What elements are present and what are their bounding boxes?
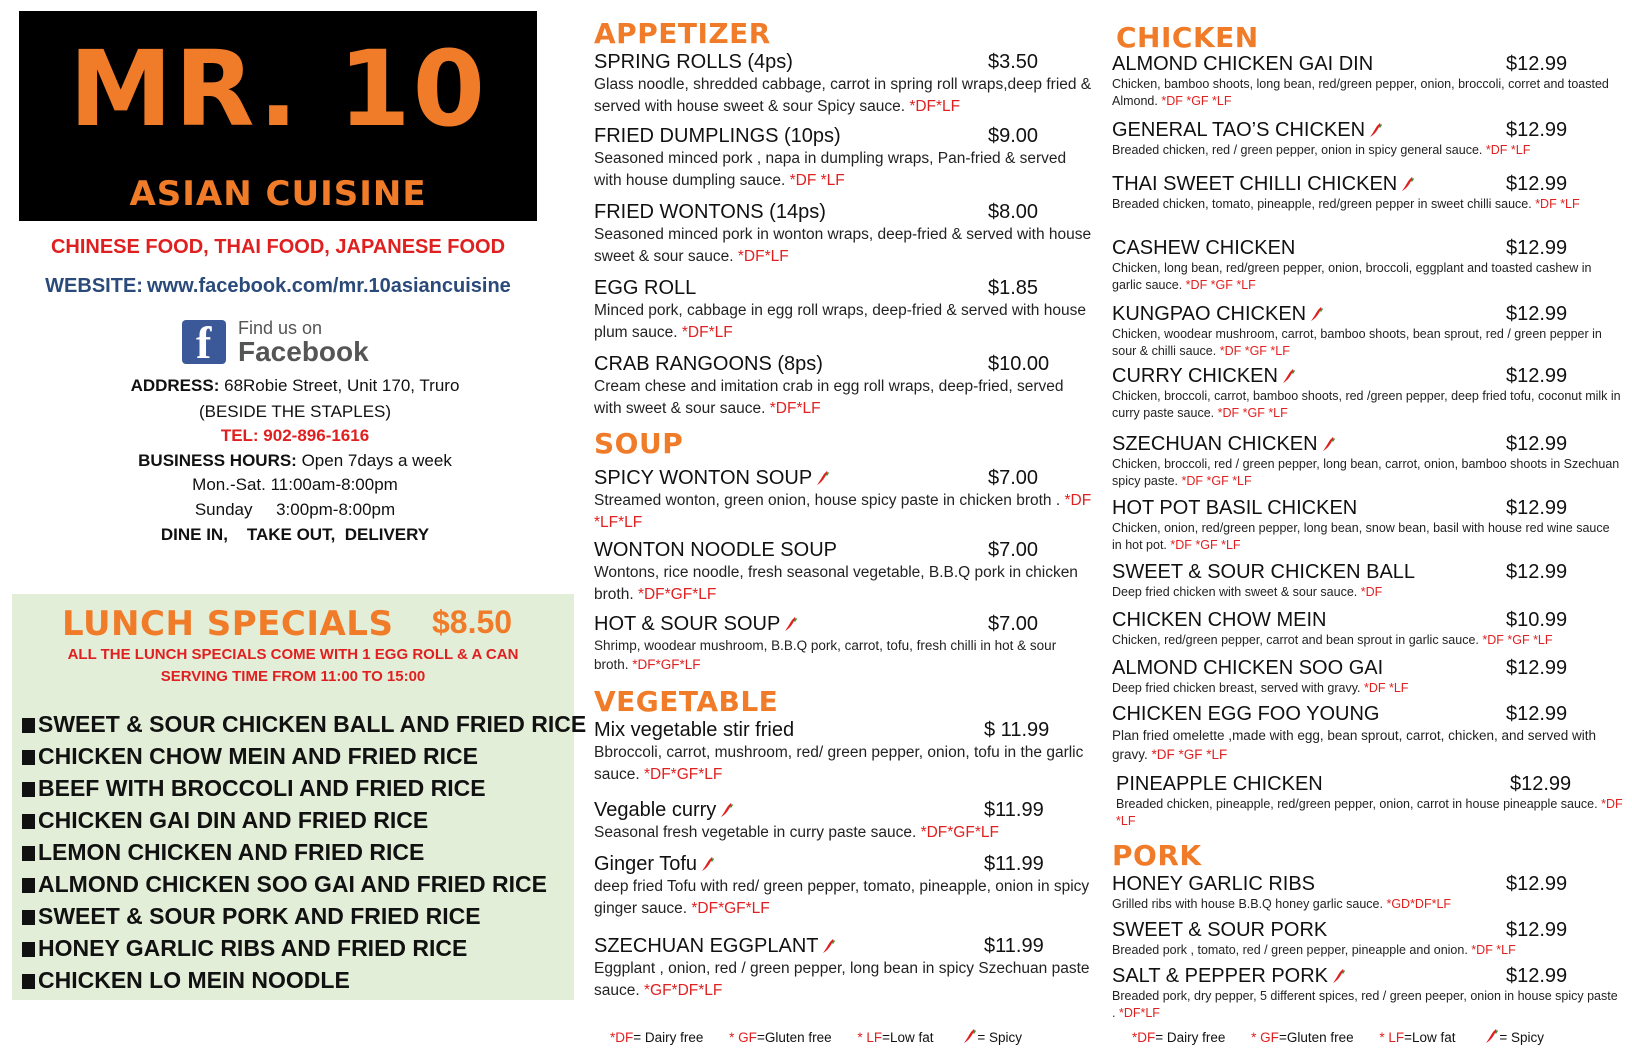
menu-item-name: FRIED DUMPLINGS (10ps): [594, 125, 841, 147]
menu-item-description: Eggplant , onion, red / green pepper, long bean in spicy Szechuan paste sauce. *GF*DF*LF: [594, 960, 1090, 999]
dietary-tags: *DF *GF *LF: [1161, 94, 1232, 108]
menu-item: [1112, 172, 1622, 213]
menu-item-name: SALT & PEPPER PORK: [1112, 964, 1622, 988]
menu-item-price: $12.99: [1506, 119, 1568, 141]
dietary-tags: *DF*LF: [909, 98, 961, 115]
address-line: [0, 376, 590, 396]
menu-item-name: SPICY WONTON SOUP: [594, 466, 1094, 490]
hours-line: [0, 451, 590, 471]
dietary-tags: *DF *GF *LF: [1181, 474, 1252, 488]
lunch-note-1: ALL THE LUNCH SPECIALS COME WITH 1 EGG ROLL & A CAN: [67, 646, 519, 663]
lunch-item: SWEET & SOUR PORK AND FRIED RICE: [22, 900, 586, 932]
menu-item-description: deep fried Tofu with red/ green pepper, tomato, pineapple, onion in spicy ginger sauce. *DF*GF*LF: [594, 878, 1090, 917]
menu-item: [1112, 432, 1622, 490]
menu-item-name: CHICKEN EGG FOO YOUNG: [1112, 703, 1380, 725]
menu-item: [1112, 236, 1622, 294]
menu-item-name: HONEY GARLIC RIBS: [1112, 873, 1316, 895]
menu-item-name: ALMOND CHICKEN SOO GAI: [1112, 657, 1384, 679]
menu-item: [1112, 560, 1622, 601]
menu-item: [594, 852, 1094, 920]
hours-weekday: Mon.-Sat. 11:00am-8:00pm: [192, 475, 398, 494]
menu-item-description: Bbroccoli, carrot, mushroom, red/ green pepper, onion, tofu in the garlic sauce. *DF*GF*LF: [594, 744, 1084, 783]
lunch-item: BEEF WITH BROCCOLI AND FRIED RICE: [22, 772, 586, 804]
section-pork: PORK: [1112, 839, 1202, 872]
chili-pepper-icon: [1485, 1028, 1499, 1044]
menu-item-price: $9.00: [988, 125, 1039, 147]
address-label: ADDRESS:: [130, 376, 220, 395]
menu-item-description: Wontons, rice noodle, fresh seasonal vegetable, B.B.Q pork in chicken broth. *DF*GF*LF: [594, 564, 1078, 603]
menu-item-name: Ginger Tofu: [594, 852, 1094, 876]
menu-item: [594, 50, 1094, 118]
service-options: DINE IN, TAKE OUT, DELIVERY: [160, 525, 430, 544]
dietary-tags: *DF *LF: [1485, 143, 1531, 157]
chili-pepper-icon: [784, 616, 798, 632]
menu-item-name: SZECHUAN CHICKEN: [1112, 432, 1622, 456]
lunch-specials-box: [12, 594, 587, 1000]
dietary-tags: *DF*LF: [737, 248, 789, 265]
menu-item-name: PINEAPPLE CHICKEN: [1116, 773, 1323, 795]
menu-item-description: Chicken, red/green pepper, carrot and bean sprout in garlic sauce. *DF *GF *LF: [1112, 633, 1553, 647]
section-chicken: CHICKEN: [1116, 21, 1259, 54]
lunch-item: CHICKEN GAI DIN AND FRIED RICE: [22, 804, 586, 836]
menu-item-price: $1.85: [988, 277, 1039, 299]
dietary-tags: *DF *GF *LF: [1185, 278, 1256, 292]
menu-item-name: Vegable curry: [594, 798, 1094, 822]
menu-item-price: $7.00: [988, 467, 1039, 489]
menu-item-description: Cream chese and imitation crab in egg roll wraps, deep-fried, served with sweet & sour sauce. *DF*LF: [594, 378, 1064, 417]
menu-item-price: $ 11.99: [984, 719, 1050, 741]
lunch-specials-price: $8.50: [432, 604, 513, 640]
menu-item-description: Breaded chicken, pineapple, red/green pepper, onion, carrot in house pineapple sauce. *DF *LF: [1116, 797, 1623, 828]
menu-item-description: Streamed wonton, green onion, house spicy paste in chicken broth . *DF *LF*LF: [594, 492, 1092, 531]
menu-item: [1112, 608, 1622, 649]
menu-item: [594, 934, 1094, 1002]
dietary-tags: *DF*GF*LF: [632, 657, 701, 672]
menu-item-name: ALMOND CHICKEN GAI DIN: [1112, 53, 1374, 75]
cuisines-text: CHINESE FOOD, THAI FOOD, JAPANESE FOOD: [50, 236, 506, 258]
chili-pepper-icon: [701, 856, 715, 872]
menu-item-price: $12.99: [1506, 873, 1568, 895]
menu-item-description: Breaded pork , tomato, red / green pepper, pineapple and onion. *DF *LF: [1112, 943, 1516, 957]
menu-item: [1112, 496, 1622, 554]
menu-item-description: Seasonal fresh vegetable in curry paste sauce. *DF*GF*LF: [594, 824, 999, 841]
menu-item-price: $12.99: [1506, 703, 1568, 725]
dietary-tags: *DF *GF *LF: [1151, 747, 1228, 762]
menu-item-name: KUNGPAO CHICKEN: [1112, 302, 1622, 326]
menu-item-description: Breaded pork, dry pepper, 5 different spices, red / green peeper, onion in house spicy paste . *DF*LF: [1112, 989, 1618, 1020]
hours-text: Open 7days a week: [301, 451, 452, 470]
menu-item: [594, 538, 1094, 606]
website-label: WEBSITE:: [45, 275, 143, 297]
menu-item-price: $12.99: [1506, 53, 1568, 75]
menu-item-name: Mix vegetable stir fried: [594, 719, 795, 741]
dietary-tags: *GF*DF*LF: [643, 982, 723, 999]
menu-item-description: Seasoned minced pork in wonton wraps, deep-fried & served with house sweet & sour sauce. *DF*LF: [594, 226, 1092, 265]
menu-item-price: $11.99: [984, 853, 1044, 875]
menu-item-description: Seasoned minced pork , napa in dumpling wraps, Pan-fried & served with house dumpling sauce. *DF *LF: [594, 150, 1067, 189]
dietary-tags: *DF *GF *LF: [1219, 344, 1290, 358]
dietary-tags: *DF*LF: [681, 324, 733, 341]
menu-item-price: $11.99: [984, 799, 1044, 821]
chili-pepper-icon: [720, 802, 734, 818]
menu-item: [594, 200, 1094, 268]
section-soup: SOUP: [594, 427, 684, 460]
menu-item: [1112, 872, 1622, 913]
dietary-tags: *DF *LF: [1535, 197, 1580, 211]
menu-item-description: Breaded chicken, tomato, pineapple, red/green pepper in sweet chilli sauce. *DF *LF: [1112, 197, 1580, 211]
menu-item-name: CRAB RANGOONS (8ps): [594, 353, 823, 375]
menu-item-price: $8.00: [988, 201, 1039, 223]
menu-item: [594, 798, 1094, 844]
dietary-tags: *DF*LF: [769, 400, 821, 417]
menu-item: [1112, 964, 1622, 1022]
menu-item-description: Chicken, woodear mushroom, carrot, bamboo shoots, bean sprout, red / green pepper in sour & chilli sauce. *DF *GF *LF: [1112, 327, 1602, 358]
dietary-tags: *DF *LF: [789, 172, 845, 189]
menu-item-price: $10.99: [1506, 609, 1568, 631]
lunch-item: LEMON CHICKEN AND FRIED RICE: [22, 836, 586, 868]
chili-pepper-icon: [963, 1028, 977, 1044]
menu-item-description: Chicken, broccoli, carrot, bamboo shoots, red /green pepper, deep fried tofu, coconut milk in curry paste sauce. *DF *GF *LF: [1112, 389, 1621, 420]
section-appetizer: APPETIZER: [594, 17, 771, 50]
menu-item-name: WONTON NOODLE SOUP: [594, 539, 837, 561]
menu-item: [1112, 52, 1622, 110]
menu-item: [594, 352, 1094, 420]
lunch-specials-list: [22, 708, 586, 996]
menu-item-price: $12.99: [1506, 365, 1568, 387]
facebook-name-text: Facebook: [238, 336, 369, 367]
logo-title: MR. 10: [69, 28, 487, 150]
menu-item-price: $12.99: [1506, 303, 1568, 325]
menu-item-price: $7.00: [988, 613, 1039, 635]
menu-item-name: SPRING ROLLS (4ps): [594, 51, 793, 73]
dietary-tags: *DF*GF*LF: [643, 766, 723, 783]
menu-item: [594, 718, 1094, 786]
dietary-tags: *DF*GF*LF: [637, 586, 717, 603]
dietary-tags: *DF*GF*LF: [920, 824, 999, 841]
menu-item: [1112, 364, 1622, 422]
menu-item: [1112, 702, 1622, 764]
section-vegetable: VEGETABLE: [594, 685, 779, 718]
dietary-tags: *DF*LF: [1118, 1006, 1160, 1020]
lunch-item: SWEET & SOUR CHICKEN BALL AND FRIED RICE: [22, 708, 586, 740]
menu-item-description: Minced pork, cabbage in egg roll wraps, deep-fried & served with house plum sauce. *DF*LF: [594, 302, 1086, 341]
menu-item-description: Breaded chicken, red / green pepper, onion in spicy general sauce. *DF *LF: [1112, 143, 1531, 157]
dietary-tags: *DF *GF *LF: [1170, 538, 1241, 552]
website-link[interactable]: www.facebook.com/mr.10asiancuisine: [146, 275, 511, 297]
logo-banner: [19, 11, 537, 221]
menu-item-price: $12.99: [1506, 497, 1568, 519]
menu-item: [1116, 772, 1626, 830]
lunch-item: CHICKEN LO MEIN NOODLE: [22, 964, 586, 996]
lunch-specials-title: LUNCH SPECIALS: [62, 604, 394, 644]
dietary-tags: *DF: [1360, 585, 1383, 599]
menu-item: [594, 276, 1094, 344]
address-note: (BESIDE THE STAPLES): [198, 402, 392, 421]
chili-pepper-icon: [816, 470, 830, 486]
dietary-tags: *GD*DF*LF: [1386, 897, 1452, 911]
menu-item-price: $12.99: [1506, 919, 1568, 941]
lunch-item: CHICKEN CHOW MEIN AND FRIED RICE: [22, 740, 586, 772]
chili-pepper-icon: [1369, 122, 1383, 138]
menu-item-price: $11.99: [984, 935, 1044, 957]
menu-item-price: $12.99: [1506, 173, 1568, 195]
dietary-tags: *DF *LF*LF: [594, 492, 1092, 531]
menu-item: [594, 124, 1094, 192]
menu-item-description: Chicken, bamboo shoots, long bean, red/green pepper, onion, broccoli, corret and toasted Almond. *DF *GF *LF: [1112, 77, 1609, 108]
telephone: TEL: 902-896-1616: [220, 426, 370, 445]
menu-item: [1112, 302, 1622, 360]
menu-item: [594, 466, 1094, 534]
dietary-tags: *DF *LF: [1116, 797, 1623, 828]
menu-item-name: HOT & SOUR SOUP: [594, 612, 1094, 636]
menu-item-name: HOT POT BASIL CHICKEN: [1112, 497, 1358, 519]
dietary-tags: *DF *GF *LF: [1482, 633, 1553, 647]
chili-pepper-icon: [1332, 968, 1346, 984]
menu-item-description: Shrimp, woodear mushroom, B.B.Q pork, carrot, tofu, fresh chilli in hot & sour broth. *DF*GF*LF: [594, 638, 1057, 672]
menu-item-name: EGG ROLL: [594, 277, 697, 299]
address-text: 68Robie Street, Unit 170, Truro: [224, 376, 460, 395]
menu-item: [1112, 918, 1622, 959]
chili-pepper-icon: [822, 938, 836, 954]
hours-sunday: Sunday 3:00pm-8:00pm: [194, 500, 396, 519]
menu-item-name: SWEET & SOUR CHICKEN BALL: [1112, 561, 1416, 583]
menu-item: [1112, 656, 1622, 697]
menu-item-name: SZECHUAN EGGPLANT: [594, 934, 1094, 958]
dietary-tags: *DF *GF *LF: [1217, 406, 1288, 420]
lunch-item: ALMOND CHICKEN SOO GAI AND FRIED RICE: [22, 868, 586, 900]
legend-middle: *DF= Dairy free * GF=Gluten free * LF=Low fat = Spicy: [610, 1030, 1022, 1045]
chili-pepper-icon: [1310, 306, 1324, 322]
menu-item-price: $12.99: [1506, 657, 1568, 679]
lunch-note-2: SERVING TIME FROM 11:00 TO 15:00: [160, 668, 426, 685]
dietary-tags: *DF *LF: [1363, 681, 1409, 695]
menu-item-price: $12.99: [1506, 433, 1568, 455]
menu-item-price: $12.99: [1506, 237, 1568, 259]
menu-item-name: SWEET & SOUR PORK: [1112, 919, 1328, 941]
dietary-tags: *DF *LF: [1471, 943, 1516, 957]
menu-item-description: Deep fried chicken with sweet & sour sauce. *DF: [1112, 585, 1383, 599]
menu-item-name: FRIED WONTONS (14ps): [594, 201, 826, 223]
menu-item-description: Chicken, onion, red/green pepper, long bean, snow bean, basil with house red wine sauce in hot pot. *DF *GF *LF: [1112, 521, 1610, 552]
lunch-item: HONEY GARLIC RIBS AND FRIED RICE: [22, 932, 586, 964]
menu-item-name: THAI SWEET CHILLI CHICKEN: [1112, 172, 1622, 196]
menu-item-description: Plan fried omelette ,made with egg, bean sprout, carrot, chicken, and served with gravy. *DF *GF *LF: [1112, 728, 1597, 762]
menu-item-description: Chicken, broccoli, red / green pepper, long bean, carrot, onion, bamboo shoots in Szechuan spicy paste. *DF *GF *LF: [1112, 457, 1620, 488]
menu-item-price: $12.99: [1510, 773, 1572, 795]
facebook-icon: f: [182, 320, 226, 364]
legend-right: *DF= Dairy free * GF=Gluten free * LF=Low fat = Spicy: [1132, 1030, 1544, 1045]
menu-item-name: GENERAL TAO’S CHICKEN: [1112, 118, 1622, 142]
menu-item-price: $7.00: [988, 539, 1039, 561]
hours-label: BUSINESS HOURS:: [138, 451, 297, 470]
menu-item-name: CURRY CHICKEN: [1112, 364, 1622, 388]
menu-item: [1112, 118, 1622, 159]
menu-item-price: $3.50: [988, 51, 1039, 73]
menu-item-price: $12.99: [1506, 561, 1568, 583]
menu-item-price: $12.99: [1506, 965, 1568, 987]
facebook-find-text: Find us on: [238, 318, 323, 338]
website-line: [0, 275, 556, 298]
chili-pepper-icon: [1401, 176, 1415, 192]
menu-item-name: CHICKEN CHOW MEIN: [1112, 609, 1327, 631]
dietary-tags: *DF*GF*LF: [691, 900, 770, 917]
chili-pepper-icon: [1322, 436, 1336, 452]
menu-item-description: Chicken, long bean, red/green pepper, onion, broccoli, eggplant and toasted cashew in garlic sauce. *DF *GF *LF: [1112, 261, 1592, 292]
menu-item-description: Grilled ribs with house B.B.Q honey garlic sauce. *GD*DF*LF: [1112, 897, 1452, 911]
facebook-badge[interactable]: [182, 318, 382, 366]
menu-item: [594, 612, 1094, 674]
menu-item-name: CASHEW CHICKEN: [1112, 237, 1296, 259]
menu-item-description: Glass noodle, shredded cabbage, carrot in spring roll wraps,deep fried & served with house sweet & sour Spicy sauce. *DF*LF: [594, 76, 1092, 115]
menu-item-description: Deep fried chicken breast, served with gravy. *DF *LF: [1112, 681, 1409, 695]
menu-item-price: $10.00: [988, 353, 1050, 375]
chili-pepper-icon: [1282, 368, 1296, 384]
logo-subtitle: ASIAN CUISINE: [129, 174, 427, 214]
